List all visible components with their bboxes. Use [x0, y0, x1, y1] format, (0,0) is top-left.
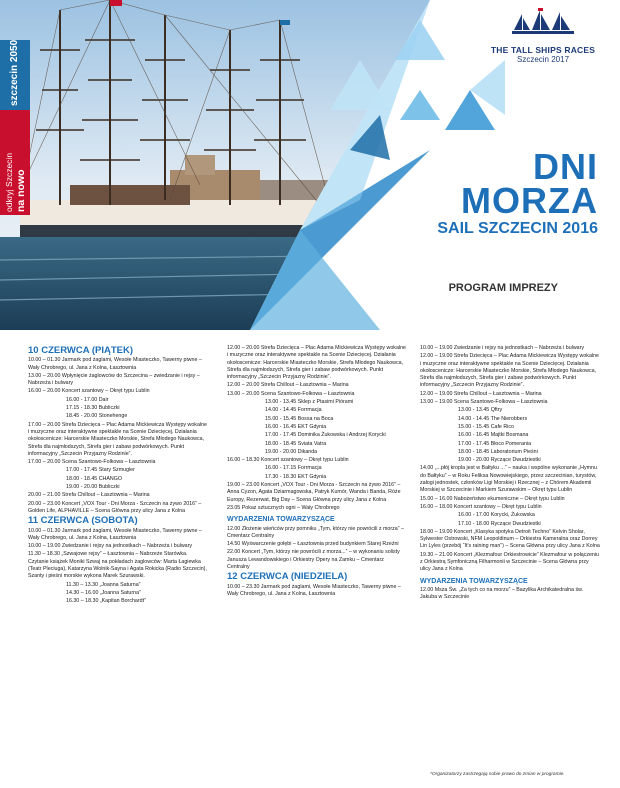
event-item: 12.00 – 19.00 Strefa Chillout – Łasztownia – Marina — [420, 390, 542, 397]
event-item: 19.00 – 23.00 Koncert „VOX Tour - Dni Morza - Szczecin na żywo 2016” – Anna Cyzon, Agata Dziarmagowska, Patryk Kumór, Wanda i Banda, Róże Europy, Rezerwat, Big Day – Scena Główna przy ulicy Jana z Kolna — [227, 482, 401, 503]
event-subitem: 16.00 - 17.15 Forrmacja — [265, 465, 322, 472]
event-subitem: 17.15 - 18.30 Bubliczki — [66, 405, 120, 412]
event-item: 13.00 – 20.00 Scena Szantowo-Folkowa – Łasztownia — [227, 390, 355, 397]
event-subitem: 14.30 – 16.00 „Joanna Saturna” — [66, 589, 141, 596]
event-subitem: 14.00 - 14.45 Forrmacja — [265, 407, 322, 414]
hero-banner — [0, 0, 620, 330]
event-item: 12.00 – 20.00 Strefa Chillout – Łasztownia – Marina — [227, 382, 349, 389]
brand-title: THE TALL SHIPS RACES — [490, 45, 596, 55]
event-subitem: 16.00 - 17.00 Dair — [66, 396, 109, 403]
event-item: 17.00 – 20.00 Scena Szantowo-Folkowa – Łasztownia — [28, 459, 156, 466]
event-subitem: 16.30 – 18.30 „Kapitan Borchardt” — [66, 598, 146, 605]
event-item: 12.00 Msza Św. „Za tych co na morzu” – Bazylika Archikatedralna św. Jakuba w Szczecinie — [420, 586, 584, 601]
event-item: 15.00 – 16.00 Nabożeństwo ekumeniczne – Okręt typu Lublin — [420, 495, 565, 502]
event-item: 16.00 – 18.00 Koncert szantowy – Okręt typu Lublin — [420, 503, 542, 510]
program-heading: PROGRAM IMPREZY — [448, 282, 558, 294]
ships-icon — [508, 8, 578, 40]
event-item: 16.00 – 18.30 Koncert szantowy – Okręt typu Lublin — [227, 457, 349, 464]
event-item: 10.00 – 01.30 Jarmark pod żaglami, Wesołe Miasteczko, Tawerny piwne – Wały Chrobrego, ul. Jana z Kolna, Łasztownia — [28, 357, 202, 371]
title-line1: DNI — [533, 146, 598, 187]
event-subitem: 19.00 - 20.00 Bubliczki — [66, 484, 120, 491]
event-subitem: 14.00 - 14.45 The Nierobbers — [458, 415, 528, 422]
day-heading: 12 CZERWCA (NIEDZIELA) — [227, 571, 348, 583]
event-subitem: 11.30 – 13.30 „Joanna Saturna” — [66, 581, 141, 588]
brand-subtitle: Szczecin 2017 — [516, 55, 570, 64]
event-item: 23.05 Pokaz sztucznych ogni – Wały Chrobrego — [227, 504, 340, 511]
event-subitem: 15.00 - 15.45 Cafe Rico — [458, 423, 514, 430]
event-item: 13.00 – 20.00 Wpłynięcie żaglowców do Szczecina – zwiedzanie i rejsy – Nabrzeża i bulwary — [28, 372, 200, 387]
event-subitem: 17.30 - 18.30 EKT Gdynia — [265, 473, 327, 480]
event-item: 11.30 – 18.30 „Szwajowe rejsy” – Łasztownia – Nabrzeże Starówka. Czytanie książek Moniki Szwaj na pokładach żaglowców: Marta Łagiewka (Teatr Pleciuga), Katarzyna Wolnik-Sayna i Agata Rokicka (Radio Szczecin), Szanty i pieśni morskie wykona Marek Szurawski. — [28, 551, 207, 580]
event-item: 10.00 – 01.30 Jarmark pod żaglami, Wesołe Miasteczko, Tawerny piwne – Wały Chrobrego, ul. Jana z Kolna, Łasztownia — [28, 527, 202, 541]
event-item: 19.30 – 21.00 Koncert „Klezmafour Orkiestrowicie” Klezmafour w połączeniu z Orkiestrą Symfoniczną Filharmonii w Szczecinie – Scena Główna przy ulicy Jana z Kolna — [420, 551, 600, 573]
event-subitem: 16.00 - 16.45 EKT Gdynia — [265, 423, 327, 430]
event-subitem: 17.10 - 18.00 Ryczące Dwudziestki — [458, 520, 541, 527]
event-item: 10.00 – 19.00 Zwiedzanie i rejsy na jednostkach – Nabrzeża i bulwary — [420, 345, 585, 351]
event-subitem: 19.00 - 20.00 Dikanda — [265, 448, 318, 455]
event-subitem: 17.00 - 17.45 Stary Szmugler — [66, 467, 135, 474]
event-subitem: 17.00 - 17.45 Błoco Pomerania — [458, 440, 532, 447]
event-item: 20.00 – 21.00 Strefa Chillout – Łasztownia – Marina — [28, 492, 150, 499]
event-item: 13.00 – 19.00 Scena Szantowo-Folkowa – Łasztownia — [420, 399, 548, 406]
title-line2: MORZA — [461, 180, 598, 221]
event-subitem: 18.00 - 18.45 Laboratorium Pieśni — [458, 448, 538, 455]
section-heading: WYDARZENIA TOWARZYSZĄCE — [227, 516, 335, 524]
slogan-box — [0, 110, 30, 215]
side-banner — [0, 40, 30, 215]
event-subitem: 16.00 - 17.00 Korycki, Żukowska — [458, 512, 535, 519]
section-heading: WYDARZENIA TOWARZYSZĄCE — [420, 577, 528, 585]
event-subitem: 17.00 - 17.45 Dominika Żukowska i Andrzej Korycki — [265, 432, 386, 439]
day-heading: 11 CZERWCA (SOBOTA) — [28, 515, 138, 527]
event-item: 22.00 Koncert „Tym, którzy nie powrócili z morza...” – w wykonaniu solisty Janusza Lewandowskiego i Orkiestry Opery na Zamku – Cmentarz Centralny — [227, 549, 400, 571]
event-item: 10.00 – 23.30 Jarmark pod żaglami, Wesołe Miasteczko, Tawerny piwne – Wały Chrobrego, ul. Jana z Kolna, Łasztownia — [227, 583, 401, 597]
event-subitem: 13.00 - 13.45 Sklep z Ptasimi Piórami — [265, 399, 354, 406]
event-item: 12.00 Złożenie wieńców przy pomniku „Tym, którzy nie powrócili z morza” – Cmentarz Centralny — [227, 525, 404, 539]
event-title — [437, 146, 598, 238]
event-item: 14.00 „...płój kropla jest w Bałtyku ...” – nauka i wspólne wykonanie „Hymnu do Bałtyku” – w Roku Feliksa Nowowiejskiego, przez szczecinian, turystów, załogi jednostek, członków Ligi Morskiej i Rzecznej – z Chórem Akademii Morskiej w Szczecinie i Markiem Szurawskim – Okręt typu Lublin — [420, 465, 597, 494]
event-item: 17.00 – 20.00 Strefa Dziecięca – Plac Adama Mickiewicza Występy wokalne i muzyczne oraz interaktywne spektakle na Scenie Dziecięcej. Działania okołoscenicze: Harcerskie Miasteczko Morskie, Strefa Młodego Naukowca, Strefa dla najmłodszych, Strefa gier i zabaw podwórkowych. Punkt informacyjny „Szczecin Przyjazny Rodzinie”. — [28, 421, 207, 457]
title-line3: SAIL SZCZECIN 2016 — [437, 220, 598, 237]
event-subitem: 18.00 - 18.45 CHANGO — [66, 475, 122, 482]
event-subitem: 15.00 - 15.45 Bossa na Boca — [265, 415, 334, 422]
tall-ships-races-logo — [488, 8, 598, 64]
footnote: *Organizatorzy zastrzegają sobie prawo do zmian w programie. — [430, 772, 565, 777]
event-item: 20.00 – 23.00 Koncert „VOX Tour - Dni Morza - Szczecin na żywo 2016” – Golden Life, ALPHAVILLE – Scena Główna przy ulicy Jana z Kolna — [28, 500, 202, 514]
event-item: 10.00 – 19.00 Zwiedzanie i rejsy na jednostkach – Nabrzeża i bulwary — [28, 543, 193, 550]
event-item: 18.00 – 19.00 Koncert „Klasyka spotyka Detroit Techno” Kelvin Sholar, Sylwester Ostrowski, NFM Leopoldinum – Orkiestra Kameralna oraz Dorrey Lin Lyles (przebój “It's raining man”) – Scena Główna przy ulicy Jana z Kolna — [420, 528, 600, 550]
program-column-1 — [28, 345, 208, 607]
city-logo — [0, 40, 30, 110]
event-subitem: 18.45 - 20.00 Stonehenge — [66, 413, 128, 420]
event-item: 14.50 Wyśwarczenie gołębi – Łasztownia przed budynkiem Starej Rzeźni — [227, 541, 399, 548]
program-column-2 — [227, 345, 407, 599]
event-item: 12.00 – 20.00 Strefa Dziecięca – Plac Adama Mickiewicza Występy wokalne i muzyczne oraz interaktywne spektakle na Scenie Dziecięcej. Działania okołoscenicze: Harcerskie Miasteczko Morskie, Strefa Młodego Naukowca, Strefa dla najmłodszych, Strefa gier i zabaw podwórkowych. Punkt informacyjny „Szczecin Przyjazny Rodzinie”. — [227, 345, 406, 381]
event-item: 12.00 – 19.00 Strefa Dziecięca – Plac Adama Mickiewicza Występy wokalne i muzyczne oraz interaktywne spektakle na Scenie Dziecięcej. Działania okołoscenicze: Harcerskie Miasteczko Morskie, Strefa Młodego Naukowca, Strefa dla najmłodszych, Strefa gier i zabaw podwórkowych. Punkt informacyjny „Szczecin Przyjazny Rodzinie”. — [420, 353, 599, 389]
event-subitem: 16.00 - 16.45 Majtki Bosmana — [458, 432, 529, 439]
event-item: 16.00 – 20.00 Koncert szantowy – Okręt typu Lublin — [28, 388, 150, 395]
program-column-3 — [420, 345, 600, 603]
day-heading: 10 CZERWCA (PIĄTEK) — [28, 345, 134, 356]
event-subitem: 19.00 - 20.00 Ryczące Dwudziestki — [458, 457, 541, 464]
event-subitem: 18.00 - 18.45 Sviata Vatra — [265, 440, 327, 447]
city-logo-text: szczecin 2050 — [9, 39, 20, 106]
event-subitem: 13.00 - 13.45 Qftry — [458, 407, 503, 414]
slogan-line2: na nowo — [15, 169, 27, 212]
slogan-line1: odkryj Szczecin — [4, 152, 14, 212]
